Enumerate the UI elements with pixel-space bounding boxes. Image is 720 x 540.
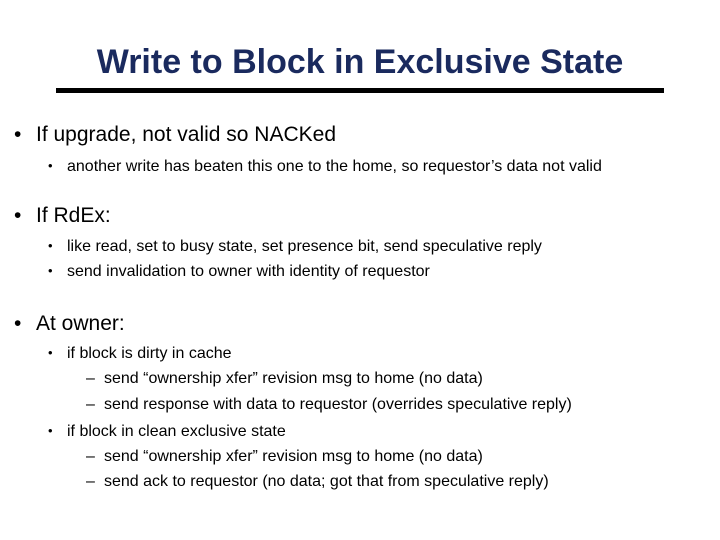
bullet-upgrade bbox=[14, 122, 336, 148]
bullet-text: At owner: bbox=[36, 312, 125, 335]
dash-item bbox=[86, 472, 549, 492]
sub-bullet-marker: • bbox=[48, 423, 53, 438]
bullet-marker: • bbox=[14, 204, 22, 227]
sub-bullet-marker: • bbox=[48, 158, 53, 173]
sub-bullet-marker: • bbox=[48, 263, 53, 278]
dash-item-text: send “ownership xfer” revision msg to home (no data) bbox=[104, 448, 483, 465]
sub-bullet-text: another write has beaten this one to the home, so requestor’s data not valid bbox=[67, 158, 602, 175]
dash-item bbox=[86, 395, 572, 415]
bullet-at-owner bbox=[14, 311, 125, 337]
dash-item bbox=[86, 447, 483, 467]
bullet-text: If RdEx: bbox=[36, 204, 111, 227]
sub-bullet-text: if block in clean exclusive state bbox=[67, 423, 286, 440]
sub-bullet bbox=[48, 343, 232, 364]
dash-item-text: send ack to requestor (no data; got that from speculative reply) bbox=[104, 473, 549, 490]
sub-bullet bbox=[48, 156, 602, 177]
bullet-marker: • bbox=[14, 123, 22, 146]
sub-bullet-marker: • bbox=[48, 345, 53, 360]
sub-bullet bbox=[48, 236, 542, 257]
bullet-rdex bbox=[14, 203, 111, 229]
dash-marker: – bbox=[86, 396, 95, 413]
bullet-marker: • bbox=[14, 312, 22, 335]
sub-bullet-text: like read, set to busy state, set presence bit, send speculative reply bbox=[67, 238, 542, 255]
sub-bullet-marker: • bbox=[48, 238, 53, 253]
slide-title: Write to Block in Exclusive State bbox=[96, 43, 624, 81]
sub-bullet-text: if block is dirty in cache bbox=[67, 345, 232, 362]
bullet-text: If upgrade, not valid so NACKed bbox=[36, 123, 337, 146]
dash-marker: – bbox=[86, 473, 95, 490]
title-underline bbox=[56, 88, 664, 93]
dash-marker: – bbox=[86, 448, 95, 465]
dash-marker: – bbox=[86, 370, 95, 387]
sub-bullet bbox=[48, 261, 430, 282]
sub-bullet bbox=[48, 421, 286, 442]
dash-item-text: send response with data to requestor (overrides speculative reply) bbox=[104, 396, 572, 413]
dash-item-text: send “ownership xfer” revision msg to home (no data) bbox=[104, 370, 483, 387]
sub-bullet-text: send invalidation to owner with identity of requestor bbox=[67, 263, 430, 280]
dash-item bbox=[86, 369, 483, 389]
